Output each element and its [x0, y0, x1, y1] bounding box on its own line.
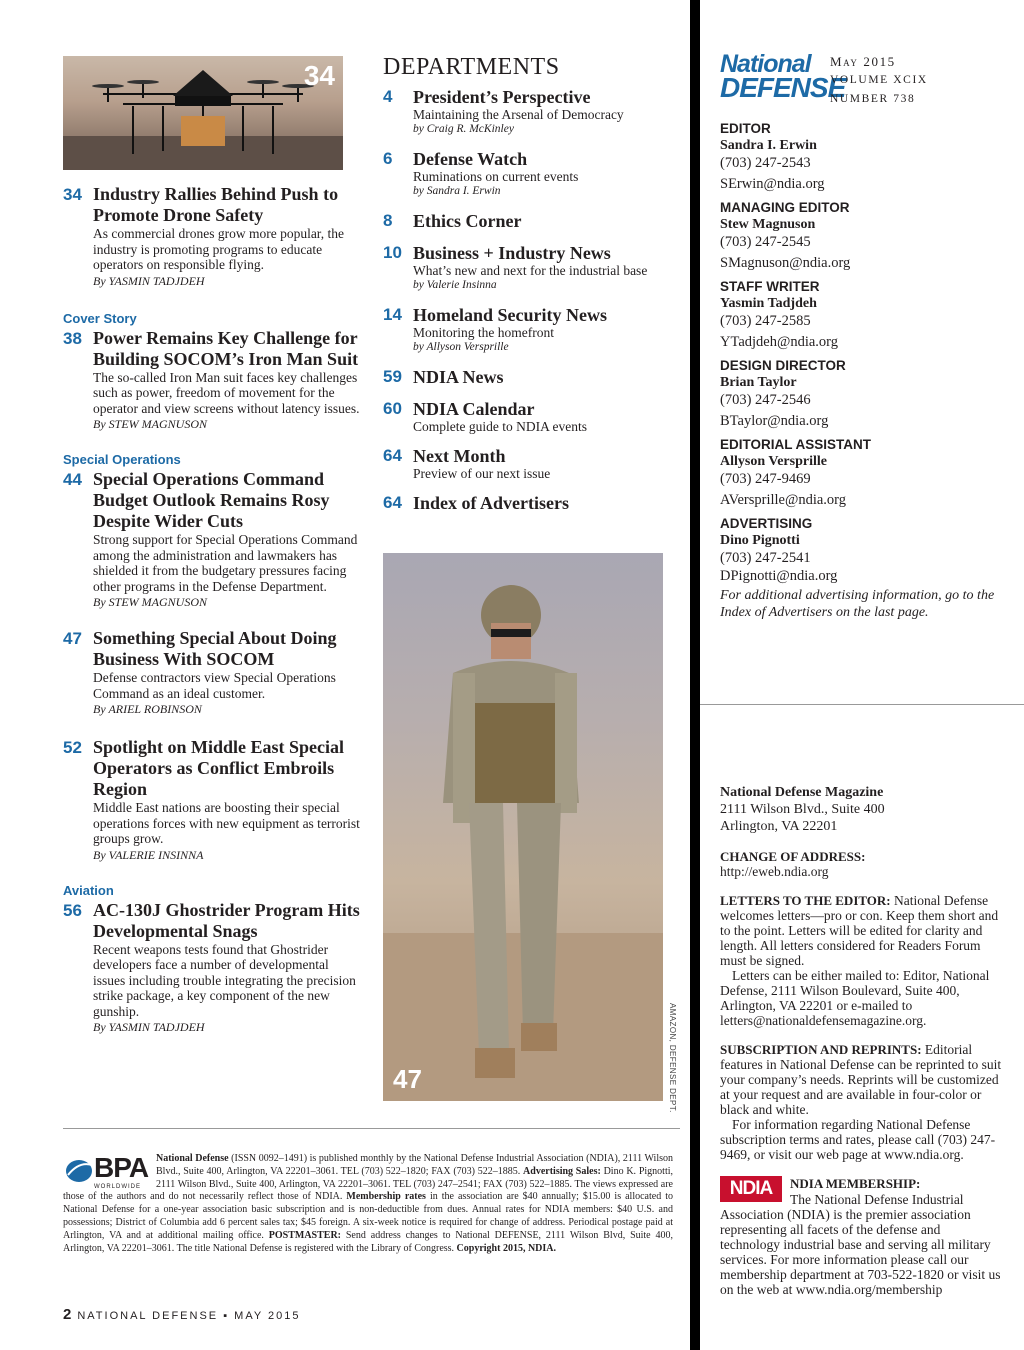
drone-illustration: [63, 56, 343, 170]
article-title[interactable]: Something Special About Doing Business With SOCOM: [93, 628, 337, 669]
department-title[interactable]: Defense Watch: [413, 149, 528, 169]
department-page-number: 59: [383, 367, 402, 386]
department-title[interactable]: President’s Perspective: [413, 87, 591, 107]
legal-part-1: (ISSN 0092–1491) is published monthly by the National Defense Industrial Association (NDIA), 2111 Wilson Blvd., Suite 400, Arlington, VA 22201–3061. TEL (703) 522–1820; FAX (703) 522–1885.: [156, 1153, 673, 1177]
article-title[interactable]: Industry Rallies Behind Push to Promote Drone Safety: [93, 184, 339, 225]
staff-entry: [720, 437, 1010, 512]
article-title[interactable]: Special Operations Command Budget Outlook Remains Rosy Despite Wider Cuts: [93, 469, 330, 531]
article-page-number: 38: [63, 328, 82, 348]
article-byline: By YASMIN TADJDEH: [93, 1020, 205, 1034]
article-byline: By VALERIE INSINNA: [93, 847, 204, 862]
staff-phone: (703) 247-2585: [720, 313, 811, 329]
staff-entry: [720, 279, 1010, 354]
article-page-number: 34: [63, 185, 82, 204]
advertising-note: For additional advertising information, go to the Index of Advertisers on the last page.: [720, 588, 995, 620]
section-label: Special Operations: [63, 452, 181, 467]
department-page-number: 64: [383, 446, 402, 465]
features-column: [63, 56, 363, 1035]
feature-article[interactable]: [63, 737, 363, 863]
department-title[interactable]: Index of Advertisers: [413, 493, 569, 513]
article-byline: By STEW MAGNUSON: [93, 595, 207, 609]
department-summary: What’s new and next for the industrial base: [413, 263, 648, 278]
article-summary: As commercial drones grow more popular, the industry is promoting programs to educate operators on responsible flying.: [93, 226, 345, 272]
department-byline: by Allyson Versprille: [413, 341, 509, 353]
footer-divider: [63, 1128, 680, 1129]
staff-email[interactable]: SMagnuson@ndia.org: [720, 255, 851, 271]
article-byline: By ARIEL ROBINSON: [93, 702, 202, 716]
staff-name: Dino Pignotti: [720, 533, 800, 548]
address-line-1: 2111 Wilson Blvd., Suite 400: [720, 802, 885, 817]
bpa-word: BPA: [94, 1152, 149, 1183]
department-title[interactable]: Ethics Corner: [413, 211, 522, 231]
soldier-photo: [383, 553, 663, 1101]
folio-page: 2: [63, 1306, 72, 1323]
soldier-illustration: [383, 553, 663, 1101]
article-page-number: 47: [63, 629, 82, 648]
department-summary: Ruminations on current events: [413, 169, 579, 184]
staff-role: EDITOR: [720, 121, 771, 136]
magazine-name: National Defense Magazine: [720, 785, 884, 800]
department-item[interactable]: [383, 243, 683, 293]
staff-phone: (703) 247-2541: [720, 550, 811, 566]
staff-phone: (703) 247-2543: [720, 155, 811, 171]
department-summary: Complete guide to NDIA events: [413, 419, 587, 434]
department-title[interactable]: Business + Industry News: [413, 243, 611, 263]
staff-role: MANAGING EDITOR: [720, 200, 850, 215]
department-item[interactable]: [383, 305, 683, 355]
drone-photo: [63, 56, 343, 170]
department-item[interactable]: [383, 493, 683, 513]
membership-label: NDIA MEMBERSHIP:: [790, 1176, 921, 1191]
letters-to-editor: [720, 893, 1002, 1028]
department-item[interactable]: [383, 367, 683, 387]
legal-part-3: in the association are $40 annually; $15.00 is allocated to National Defense for a one-year association basic subscription and is non-deductible from dues. Annual rates for NDIA members: $40 U.S. and possessions; District of Columbia add 6 percent sales tax; $45 foreign. A six-week notice is required for change of address. Periodical postage paid at Arlington, VA and at additional mailing office.: [63, 1191, 673, 1241]
magazine-address: [720, 784, 1002, 835]
department-item[interactable]: [383, 446, 683, 481]
staff-email[interactable]: SErwin@ndia.org: [720, 176, 825, 192]
article-title[interactable]: AC-130J Ghostrider Program Hits Developmental Snags: [93, 899, 360, 941]
staff-phone: (703) 247-2545: [720, 234, 811, 250]
change-of-address: [720, 849, 1002, 879]
legal-part-4: Send address changes to National DEFENSE, 2111 Wilson Blvd, Suite 400, Arlington, VA 22201–3061. The title National Defense is registered with the Library of Congress.: [63, 1229, 673, 1254]
photo-credit: AMAZON, DEFENSE DEPT.: [668, 1003, 677, 1113]
legal-ads-label: Advertising Sales:: [523, 1165, 601, 1177]
masthead: [720, 52, 1010, 109]
staff-entry: [720, 121, 1010, 196]
staff-name: Stew Magnuson: [720, 217, 816, 232]
bpa-sub: WORLDWIDE: [94, 1184, 141, 1190]
staff-role: STAFF WRITER: [720, 279, 820, 294]
staff-email[interactable]: AVersprille@ndia.org: [720, 492, 846, 508]
folio-text: NATIONAL DEFENSE ▪ MAY 2015: [77, 1310, 301, 1322]
article-summary: Recent weapons tests found that Ghostrider developers face a number of developmental issues including trouble integrating the precision strike package, a key component of the new gunship.: [93, 941, 356, 1019]
photo-page-number: 34: [303, 60, 335, 91]
departments-heading: DEPARTMENTS: [383, 54, 560, 80]
staff-name: Brian Taylor: [720, 375, 797, 390]
section-label: Aviation: [63, 882, 114, 898]
right-divider: [700, 704, 1024, 705]
department-page-number: 6: [383, 149, 393, 168]
department-page-number: 60: [383, 399, 402, 418]
article-byline: By YASMIN TADJDEH: [93, 273, 205, 288]
article-summary: Strong support for Special Operations Command among the administration and lawmakers has shielded it from the budgetary pressures facing other programs in the Defense Department.: [93, 532, 358, 594]
article-title[interactable]: Power Remains Key Challenge for Building SOCOM’s Iron Man Suit: [93, 327, 359, 369]
article-summary: Defense contractors view Special Operations Command as an ideal customer.: [93, 670, 336, 701]
subscription-label: SUBSCRIPTION AND REPRINTS:: [720, 1042, 922, 1057]
feature-article[interactable]: [63, 328, 363, 433]
photo-page-number: 47: [393, 1064, 422, 1094]
issue-date: May 2015: [830, 54, 896, 69]
issue-volume: VOLUME XCIX: [830, 74, 928, 86]
department-item[interactable]: [383, 87, 683, 137]
departments-column: [383, 54, 683, 525]
department-title[interactable]: Next Month: [413, 446, 506, 466]
department-item[interactable]: [383, 211, 683, 231]
legal-notice: [63, 1153, 673, 1255]
staff-phone: (703) 247-9469: [720, 471, 811, 487]
staff-email[interactable]: YTadjdeh@ndia.org: [720, 334, 838, 350]
legal-part-2: Dino K. Pignotti, 2111 Wilson Blvd., Suite 400, Arlington, VA 22201–3061. TEL (703) 247–2541; FAX (703) 522–1885. The views expressed are those of the authors and do not necessarily reflect those of NDIA.: [63, 1165, 673, 1203]
change-of-address-url[interactable]: http://eweb.ndia.org: [720, 864, 829, 879]
department-title[interactable]: NDIA Calendar: [413, 399, 535, 419]
feature-article[interactable]: [63, 628, 363, 717]
legal-nd: National Defense: [156, 1153, 229, 1164]
legal-post-label: POSTMASTER:: [268, 1229, 341, 1241]
staff-name: Sandra I. Erwin: [720, 138, 817, 153]
article-page-number: 44: [63, 470, 82, 489]
staff-entry: [720, 200, 1010, 275]
subscription-text: Editorial features in National Defense can be reprinted to suit your company’s needs. Reprints will be customized at your request and are available in four-color or black and white.: [720, 1042, 1002, 1117]
staff-role: ADVERTISING: [720, 516, 813, 531]
department-byline: by Valerie Insinna: [413, 279, 497, 291]
legal-copyright: Copyright 2015, NDIA.: [456, 1242, 556, 1254]
department-page-number: 10: [383, 243, 402, 262]
department-summary: Preview of our next issue: [413, 466, 551, 481]
department-byline: by Sandra I. Erwin: [413, 185, 501, 197]
membership-text: The National Defense Industrial Association (NDIA) is the premier association representing all facets of the defense and technology industrial base and serving all military services. For more information please call our membership department at 703-522-1820 or visit us on the web at www.ndia.org/membership: [720, 1192, 1001, 1297]
article-page-number: 56: [63, 900, 82, 920]
logo-line-1: National: [720, 50, 811, 78]
staff-entry: [720, 358, 1010, 433]
subscription-text-2: For information regarding National Defense subscription terms and rates, please call (703) 247-9469, or visit our web page at www.ndia.org.: [720, 1117, 996, 1162]
staff-role: EDITORIAL ASSISTANT: [720, 437, 872, 452]
department-summary: Maintaining the Arsenal of Democracy: [413, 107, 624, 122]
letters-text: National Defense welcomes letters—pro or con. Keep them short and to the point. Letters will be edited for clarity and length. All letters considered for Readers Forum must be signed.: [720, 893, 999, 968]
staff-name: Allyson Versprille: [720, 454, 827, 469]
article-summary: The so-called Iron Man suit faces key challenges such as power, freedom of movement for the operator and view screens without latency issues.: [93, 369, 360, 416]
department-page-number: 64: [383, 493, 402, 512]
department-title[interactable]: NDIA News: [413, 367, 504, 387]
department-page-number: 14: [383, 305, 402, 324]
issue-info: [830, 52, 928, 109]
article-byline: By STEW MAGNUSON: [93, 417, 207, 431]
logo-line-2: DEFENSE: [720, 72, 846, 103]
ndia-logo: NDIA: [720, 1176, 782, 1202]
issue-number: NUMBER 738: [830, 93, 916, 105]
staff-email[interactable]: BTaylor@ndia.org: [720, 413, 829, 429]
column-divider-bar: [690, 0, 700, 1350]
department-page-number: 4: [383, 87, 393, 106]
staff-role: DESIGN DIRECTOR: [720, 358, 846, 373]
staff-email[interactable]: DPignotti@ndia.org: [720, 568, 838, 584]
staff-name: Yasmin Tadjdeh: [720, 296, 817, 311]
address-line-2: Arlington, VA 22201: [720, 819, 838, 834]
article-summary: Middle East nations are boosting their special operations forces with new equipment as terrorist groups grow.: [93, 800, 360, 846]
masthead-column: [720, 52, 1010, 621]
department-title[interactable]: Homeland Security News: [413, 305, 607, 325]
subscription-reprints: [720, 1042, 1002, 1162]
section-label: Cover Story: [63, 310, 137, 326]
publication-info: [720, 784, 1002, 1297]
folio: [63, 1306, 301, 1323]
staff-entry: [720, 516, 1010, 585]
feature-article[interactable]: [63, 900, 363, 1036]
article-title[interactable]: Spotlight on Middle East Special Operators as Conflict Embroils Region: [93, 737, 345, 799]
department-item[interactable]: [383, 149, 683, 199]
department-byline: by Craig R. McKinley: [413, 123, 514, 135]
department-summary: Monitoring the homefront: [413, 325, 554, 340]
article-page-number: 52: [63, 738, 82, 757]
national-defense-logo: [720, 50, 846, 109]
department-page-number: 8: [383, 211, 393, 230]
department-item[interactable]: [383, 399, 683, 434]
letters-text-2: Letters can be either mailed to: Editor, National Defense, 2111 Wilson Boulevard, Suite 400, Arlington, VA 22201 or e-mailed to letters@nationaldefensemagazine.org.: [720, 968, 990, 1028]
letters-label: LETTERS TO THE EDITOR:: [720, 893, 891, 908]
legal-rates-label: Membership rates: [346, 1191, 426, 1203]
feature-article[interactable]: [63, 469, 363, 610]
staff-phone: (703) 247-2546: [720, 392, 811, 408]
change-of-address-label: CHANGE OF ADDRESS:: [720, 849, 866, 864]
feature-article[interactable]: [63, 184, 363, 289]
